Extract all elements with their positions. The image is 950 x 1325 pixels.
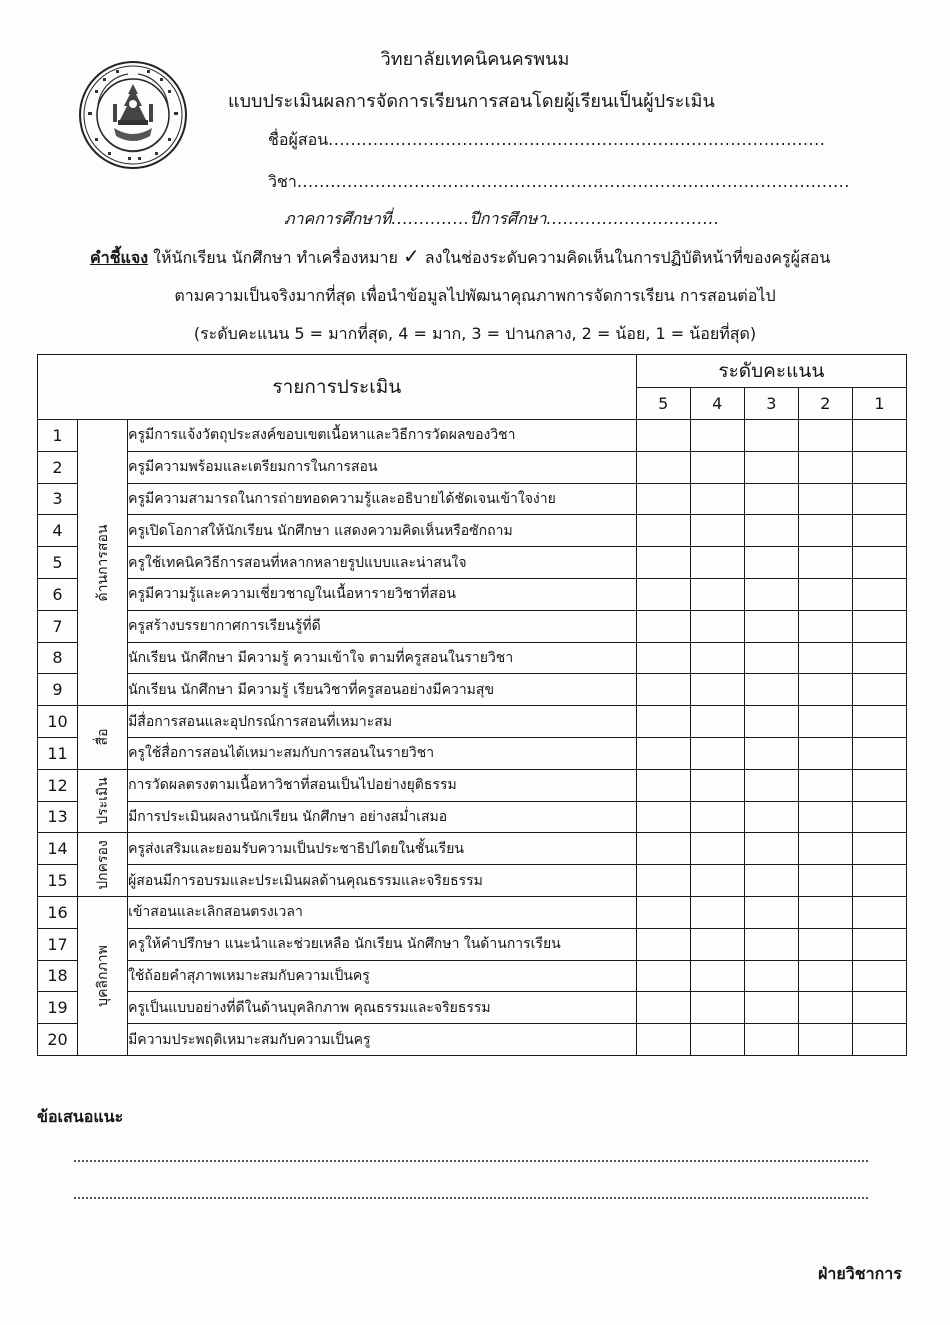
score-level-4: 4 [690,387,744,420]
score-checkbox-5[interactable] [636,992,690,1024]
score-level-2: 2 [798,387,852,420]
table-row [38,801,907,833]
score-checkbox-5[interactable] [636,642,690,674]
score-checkbox-1[interactable] [852,451,906,483]
score-checkbox-1[interactable] [852,515,906,547]
table-row [38,706,907,738]
item-text: ครูให้คำปรึกษา แนะนำและช่วยเหลือ นักเรียน นักศึกษา ในด้านการเรียน [128,928,637,960]
item-text: มีความประพฤติเหมาะสมกับความเป็นครู [128,1024,637,1056]
category-cell [78,769,128,833]
item-number: 11 [38,737,78,769]
score-checkbox-4[interactable] [690,483,744,515]
score-checkbox-5[interactable] [636,833,690,865]
score-checkbox-4[interactable] [690,928,744,960]
score-checkbox-2[interactable] [798,610,852,642]
score-checkbox-2[interactable] [798,515,852,547]
item-text: ครูมีการแจ้งวัตถุประสงค์ขอบเขตเนื้อหาและวิธีการวัดผลของวิชา [128,420,637,452]
score-checkbox-2[interactable] [798,865,852,897]
table-row [38,420,907,452]
score-checkbox-5[interactable] [636,1024,690,1056]
score-checkbox-4[interactable] [690,578,744,610]
score-checkbox-3[interactable] [744,420,798,452]
score-checkbox-4[interactable] [690,865,744,897]
score-level-5: 5 [636,387,690,420]
score-checkbox-1[interactable] [852,992,906,1024]
score-checkbox-1[interactable] [852,737,906,769]
category-label: ปกครอง [94,839,111,890]
score-checkbox-2[interactable] [798,960,852,992]
college-name: วิทยาลัยเทคนิคนครพนม [380,49,570,70]
item-number: 17 [38,928,78,960]
category-label: สื่อ [94,728,111,746]
score-checkbox-4[interactable] [690,642,744,674]
item-number: 4 [38,515,78,547]
score-scale-legend: (ระดับคะแนน 5 = มากที่สุด, 4 = มาก, 3 = ปานกลาง, 2 = น้อย, 1 = น้อยที่สุด) [193,324,757,343]
table-row [38,483,907,515]
score-checkbox-2[interactable] [798,578,852,610]
score-header: ระดับคะแนน [636,355,906,388]
item-number: 9 [38,674,78,706]
department-name: ฝ่ายวิชาการ [818,1264,902,1283]
score-checkbox-2[interactable] [798,833,852,865]
table-row [38,674,907,706]
table-row [38,865,907,897]
score-checkbox-2[interactable] [798,674,852,706]
table-row [38,960,907,992]
score-checkbox-4[interactable] [690,769,744,801]
instructions-line-2: ตามความเป็นจริงมากที่สุด เพื่อนำข้อมูลไปพัฒนาคุณภาพการจัดการเรียน การสอนต่อไป [174,286,776,305]
score-checkbox-2[interactable] [798,737,852,769]
table-row [38,769,907,801]
item-text: นักเรียน นักศึกษา มีความรู้ เรียนวิชาที่ครูสอนอย่างมีความสุข [128,674,637,706]
seal-icon [78,60,188,170]
score-checkbox-2[interactable] [798,547,852,579]
score-checkbox-1[interactable] [852,706,906,738]
score-checkbox-2[interactable] [798,420,852,452]
score-checkbox-3[interactable] [744,801,798,833]
score-checkbox-1[interactable] [852,420,906,452]
year-dotted-line: ............................... [546,209,720,228]
item-text: การวัดผลตรงตามเนื้อหาวิชาที่สอนเป็นไปอย่างยุติธรรม [128,769,637,801]
score-checkbox-4[interactable] [690,420,744,452]
vocational-commission-seal [78,60,188,170]
score-checkbox-2[interactable] [798,992,852,1024]
item-text: ครูเปิดโอกาสให้นักเรียน นักศึกษา แสดงความคิดเห็นหรือซักถาม [128,515,637,547]
category-cell [78,833,128,897]
score-checkbox-3[interactable] [744,865,798,897]
item-number: 15 [38,865,78,897]
score-checkbox-4[interactable] [690,801,744,833]
score-checkbox-3[interactable] [744,515,798,547]
score-checkbox-4[interactable] [690,706,744,738]
item-text: มีสื่อการสอนและอุปกรณ์การสอนที่เหมาะสม [128,706,637,738]
score-checkbox-2[interactable] [798,451,852,483]
score-checkbox-4[interactable] [690,737,744,769]
score-checkbox-3[interactable] [744,674,798,706]
score-checkbox-1[interactable] [852,833,906,865]
item-text: มีการประเมินผลงานนักเรียน นักศึกษา อย่างสม่ำเสมอ [128,801,637,833]
item-text: ครูมีความพร้อมและเตรียมการในการสอน [128,451,637,483]
score-checkbox-4[interactable] [690,610,744,642]
score-checkbox-2[interactable] [798,1024,852,1056]
score-checkbox-2[interactable] [798,706,852,738]
score-checkbox-2[interactable] [798,642,852,674]
score-checkbox-5[interactable] [636,420,690,452]
score-checkbox-3[interactable] [744,992,798,1024]
score-checkbox-4[interactable] [690,960,744,992]
year-label: ปีการศึกษา [469,209,547,228]
teacher-dotted-line: ......................................................................................... [328,130,826,149]
score-level-3: 3 [744,387,798,420]
category-label: ด้านการสอน [94,524,111,602]
score-checkbox-2[interactable] [798,769,852,801]
score-checkbox-3[interactable] [744,483,798,515]
score-checkbox-3[interactable] [744,928,798,960]
score-checkbox-1[interactable] [852,1024,906,1056]
item-number: 10 [38,706,78,738]
item-number: 6 [38,578,78,610]
score-checkbox-1[interactable] [852,960,906,992]
item-number: 2 [38,451,78,483]
instructions-text-after: ลงในช่องระดับความคิดเห็นในการปฏิบัติหน้าที่ของครูผู้สอน [424,248,831,267]
category-cell [78,420,128,706]
item-text: ครูมีความรู้และความเชี่ยวชาญในเนื้อหารายวิชาที่สอน [128,578,637,610]
category-cell [78,706,128,770]
category-label: บุคลิกภาพ [94,945,111,1007]
item-text: นักเรียน นักศึกษา มีความรู้ ความเข้าใจ ตามที่ครูสอนในรายวิชา [128,642,637,674]
score-checkbox-1[interactable] [852,642,906,674]
item-text: ครูมีความสามารถในการถ่ายทอดความรู้และอธิบายได้ชัดเจนเข้าใจง่าย [128,483,637,515]
score-checkbox-5[interactable] [636,896,690,928]
item-number: 7 [38,610,78,642]
suggestion-line[interactable] [74,1197,868,1199]
teacher-label: ชื่อผู้สอน [268,130,329,149]
item-number: 16 [38,896,78,928]
score-checkbox-3[interactable] [744,896,798,928]
item-text: ครูเป็นแบบอย่างที่ดีในด้านบุคลิกภาพ คุณธรรมและจริยธรรม [128,992,637,1024]
score-checkbox-4[interactable] [690,515,744,547]
item-number: 14 [38,833,78,865]
item-number: 19 [38,992,78,1024]
score-checkbox-3[interactable] [744,1024,798,1056]
item-text: เข้าสอนและเลิกสอนตรงเวลา [128,896,637,928]
item-text: ครูใช้สื่อการสอนได้เหมาะสมกับการสอนในรายวิชา [128,737,637,769]
teacher-name-field[interactable] [268,128,825,153]
item-text: ใช้ถ้อยคำสุภาพเหมาะสมกับความเป็นครู [128,960,637,992]
table-row [38,1024,907,1056]
item-number: 1 [38,420,78,452]
score-checkbox-1[interactable] [852,610,906,642]
score-checkbox-1[interactable] [852,769,906,801]
table-row [38,610,907,642]
score-checkbox-5[interactable] [636,515,690,547]
score-checkbox-5[interactable] [636,610,690,642]
item-text: ครูใช้เทคนิควิธีการสอนที่หลากหลายรูปแบบและน่าสนใจ [128,547,637,579]
category-cell [78,896,128,1055]
subject-dotted-line: ................................................................................................... [296,172,850,191]
score-checkbox-5[interactable] [636,865,690,897]
score-checkbox-5[interactable] [636,960,690,992]
score-checkbox-1[interactable] [852,928,906,960]
form-title: แบบประเมินผลการจัดการเรียนการสอนโดยผู้เรียนเป็นผู้ประเมิน [228,91,715,112]
term-label: ภาคการศึกษาที่ [284,209,392,228]
score-checkbox-2[interactable] [798,928,852,960]
items-header: รายการประเมิน [38,355,637,420]
item-number: 3 [38,483,78,515]
score-checkbox-5[interactable] [636,547,690,579]
term-field[interactable] [284,207,720,232]
table-row [38,547,907,579]
table-row [38,928,907,960]
score-checkbox-3[interactable] [744,578,798,610]
score-checkbox-2[interactable] [798,801,852,833]
item-text: ครูสร้างบรรยากาศการเรียนรู้ที่ดี [128,610,637,642]
table-row [38,737,907,769]
score-checkbox-5[interactable] [636,483,690,515]
score-checkbox-5[interactable] [636,706,690,738]
score-checkbox-5[interactable] [636,451,690,483]
score-checkbox-4[interactable] [690,451,744,483]
evaluation-items [38,420,907,1056]
table-row [38,642,907,674]
instructions-text-before: ให้นักเรียน นักศึกษา ทำเครื่องหมาย [153,248,398,267]
score-checkbox-3[interactable] [744,960,798,992]
item-text: ผู้สอนมีการอบรมและประเมินผลด้านคุณธรรมและจริยธรรม [128,865,637,897]
score-checkbox-4[interactable] [690,896,744,928]
score-checkbox-5[interactable] [636,578,690,610]
table-row [38,515,907,547]
instructions-lead: คำชี้แจง [90,248,149,267]
check-mark-icon: ✓ [402,244,420,268]
score-checkbox-5[interactable] [636,928,690,960]
score-checkbox-3[interactable] [744,706,798,738]
table-row [38,578,907,610]
table-row [38,992,907,1024]
score-checkbox-2[interactable] [798,896,852,928]
score-checkbox-3[interactable] [744,547,798,579]
item-number: 18 [38,960,78,992]
item-number: 20 [38,1024,78,1056]
score-checkbox-3[interactable] [744,769,798,801]
score-checkbox-4[interactable] [690,547,744,579]
score-checkbox-5[interactable] [636,769,690,801]
category-label: ประเมิน [94,777,111,825]
evaluation-table [37,354,907,1056]
score-checkbox-5[interactable] [636,674,690,706]
instructions-line-1 [90,244,830,271]
table-row [38,451,907,483]
table-row [38,896,907,928]
score-checkbox-5[interactable] [636,737,690,769]
item-number: 12 [38,769,78,801]
subject-label: วิชา [268,172,297,191]
suggestion-label: ข้อเสนอแนะ [37,1107,124,1126]
subject-field[interactable] [268,170,850,195]
term-dotted-line: .............. [391,209,470,228]
score-checkbox-1[interactable] [852,578,906,610]
score-checkbox-1[interactable] [852,801,906,833]
score-checkbox-3[interactable] [744,642,798,674]
score-checkbox-3[interactable] [744,451,798,483]
score-checkbox-1[interactable] [852,896,906,928]
score-checkbox-3[interactable] [744,610,798,642]
item-text: ครูส่งเสริมและยอมรับความเป็นประชาธิปไตยในชั้นเรียน [128,833,637,865]
item-number: 8 [38,642,78,674]
suggestion-line[interactable] [74,1160,868,1162]
item-number: 13 [38,801,78,833]
score-checkbox-4[interactable] [690,674,744,706]
score-checkbox-4[interactable] [690,992,744,1024]
score-checkbox-1[interactable] [852,547,906,579]
score-level-1: 1 [852,387,906,420]
score-checkbox-1[interactable] [852,674,906,706]
score-checkbox-1[interactable] [852,865,906,897]
table-row [38,833,907,865]
score-checkbox-3[interactable] [744,737,798,769]
score-checkbox-4[interactable] [690,1024,744,1056]
score-checkbox-3[interactable] [744,833,798,865]
score-checkbox-2[interactable] [798,483,852,515]
score-checkbox-4[interactable] [690,833,744,865]
score-checkbox-1[interactable] [852,483,906,515]
item-number: 5 [38,547,78,579]
score-checkbox-5[interactable] [636,801,690,833]
